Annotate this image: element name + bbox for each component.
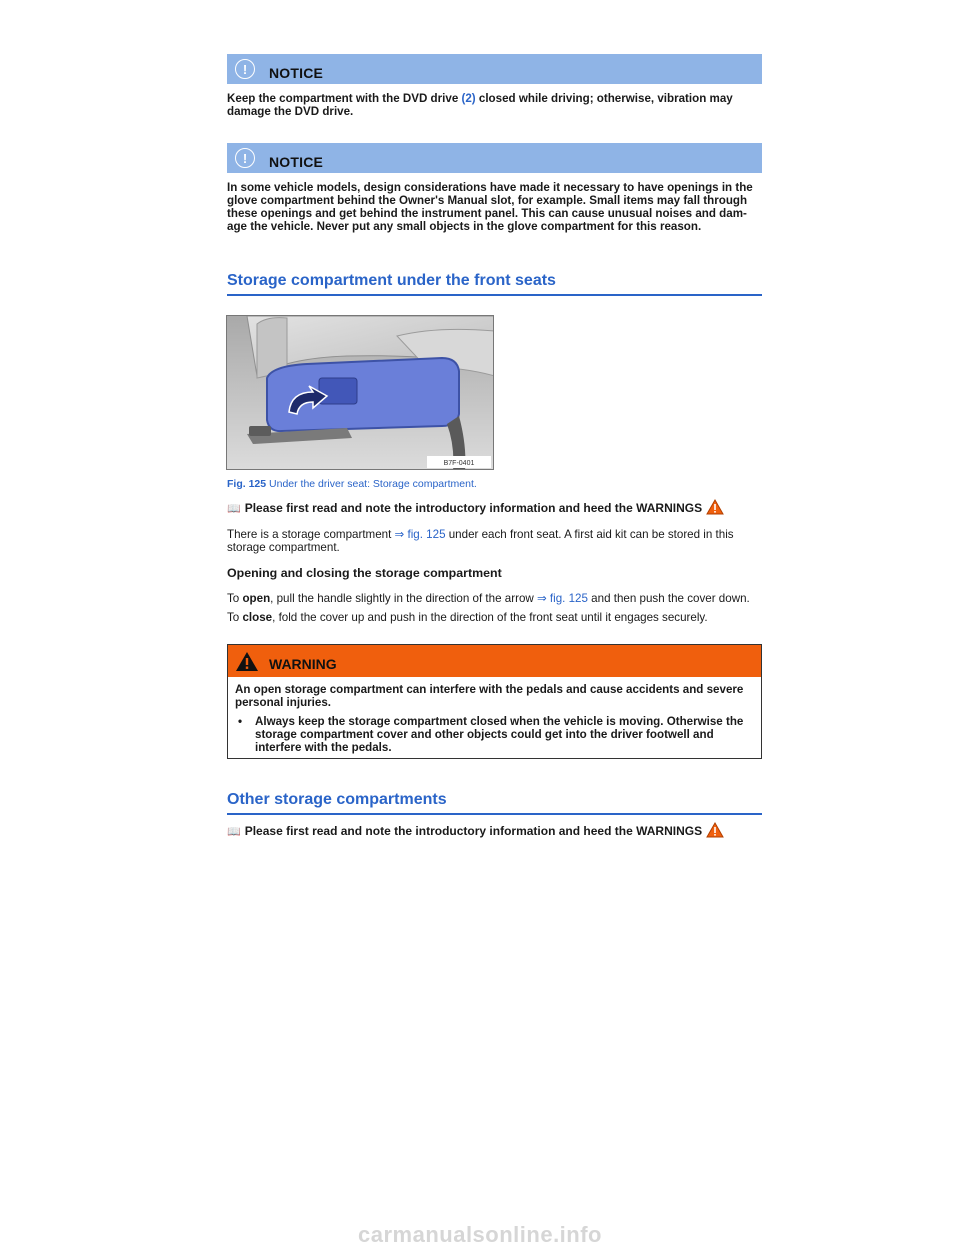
section-heading-other-storage: Other storage compartments bbox=[227, 791, 762, 815]
warning-triangle-icon[interactable] bbox=[706, 499, 724, 515]
exclamation-circle-icon: ! bbox=[235, 59, 255, 79]
para-storage-intro bbox=[227, 528, 762, 554]
book-icon: 📖 bbox=[227, 826, 241, 838]
site-watermark: carmanualsonline.info bbox=[358, 1222, 602, 1242]
warning-text: An open storage compartment can interfere with the pedals and cause accidents and severe personal injuries. bbox=[235, 683, 744, 709]
section-heading-front-seats: Storage compartment under the front seats bbox=[227, 272, 762, 296]
figure-storage-compartment bbox=[226, 315, 494, 470]
notice-title-1: NOTICE bbox=[269, 65, 324, 81]
para1-a: There is a storage compartment bbox=[227, 528, 395, 541]
para-close bbox=[227, 611, 762, 624]
warning-triangle-icon bbox=[235, 651, 259, 672]
seat-illustration bbox=[227, 316, 494, 470]
fig-ref-link-1[interactable]: ⇒ fig. 125 bbox=[394, 528, 446, 541]
close-bold: close bbox=[242, 611, 273, 624]
notice-banner-2 bbox=[227, 143, 762, 173]
close-pre: To bbox=[227, 611, 243, 624]
intro-text-2: Please first read and note the introductory information and heed the WARNINGS bbox=[244, 824, 703, 838]
subheading-open-close: Opening and closing the storage compartment bbox=[227, 566, 502, 580]
bullet-dot: • bbox=[238, 715, 243, 728]
warning-bullet-text: Always keep the storage compartment closed when the vehicle is moving. Otherwise the storage compartment cover and other objects could get into the driver footwell and interfere with the pedals. bbox=[255, 715, 744, 754]
figure-code-label: B7F-0401 bbox=[443, 460, 475, 467]
warning-triangle-icon[interactable] bbox=[706, 822, 724, 838]
notice-text-1 bbox=[227, 92, 762, 118]
notice-banner-1 bbox=[227, 54, 762, 84]
open-post: and then push the cover down. bbox=[587, 592, 750, 605]
exclamation-circle-icon: ! bbox=[235, 148, 255, 168]
intro-line-1 bbox=[227, 499, 762, 515]
notice-text-1-a: Keep the compartment with the DVD drive bbox=[227, 92, 462, 105]
warning-banner bbox=[228, 645, 761, 677]
warning-body bbox=[228, 677, 761, 758]
notice-title-2: NOTICE bbox=[269, 154, 324, 170]
intro-line-2 bbox=[227, 822, 762, 838]
intro-text-1: Please first read and note the introductory information and heed the WARNINGS bbox=[244, 501, 703, 515]
open-bold: open bbox=[242, 592, 271, 605]
para-open bbox=[227, 592, 762, 605]
figure-caption bbox=[227, 478, 477, 490]
para1-b: under each front seat. A first aid kit can be stored in this storage compartment. bbox=[227, 528, 734, 554]
open-pre: To bbox=[227, 592, 243, 605]
close-post: , fold the cover up and push in the direction of the front seat until it engages securely. bbox=[272, 611, 708, 624]
open-mid: , pull the handle slightly in the direction of the arrow bbox=[270, 592, 537, 605]
book-icon: 📖 bbox=[227, 503, 241, 515]
caption-label: Fig. 125 bbox=[227, 478, 267, 490]
notice-text-1-b: closed while driving; otherwise, vibration may damage the DVD drive. bbox=[227, 92, 733, 118]
fig-ref-link-2[interactable]: ⇒ fig. 125 bbox=[536, 592, 588, 605]
caption-text: Under the driver seat: Storage compartment. bbox=[266, 478, 477, 490]
warning-bullet bbox=[235, 715, 753, 754]
notice-text-2: In some vehicle models, design considerations have made it necessary to have openings in the glove compartment behind the Owner's Manual slot, for example. Small items may fall through these openings and get behind the instrument panel. This can cause unusual noises and dam-age the vehicle. Never put any small objects in the glove compartment for this reason. bbox=[227, 181, 753, 233]
warning-box bbox=[227, 644, 762, 759]
ref-link-2[interactable]: (2) bbox=[461, 92, 476, 105]
warning-title: WARNING bbox=[269, 656, 337, 672]
